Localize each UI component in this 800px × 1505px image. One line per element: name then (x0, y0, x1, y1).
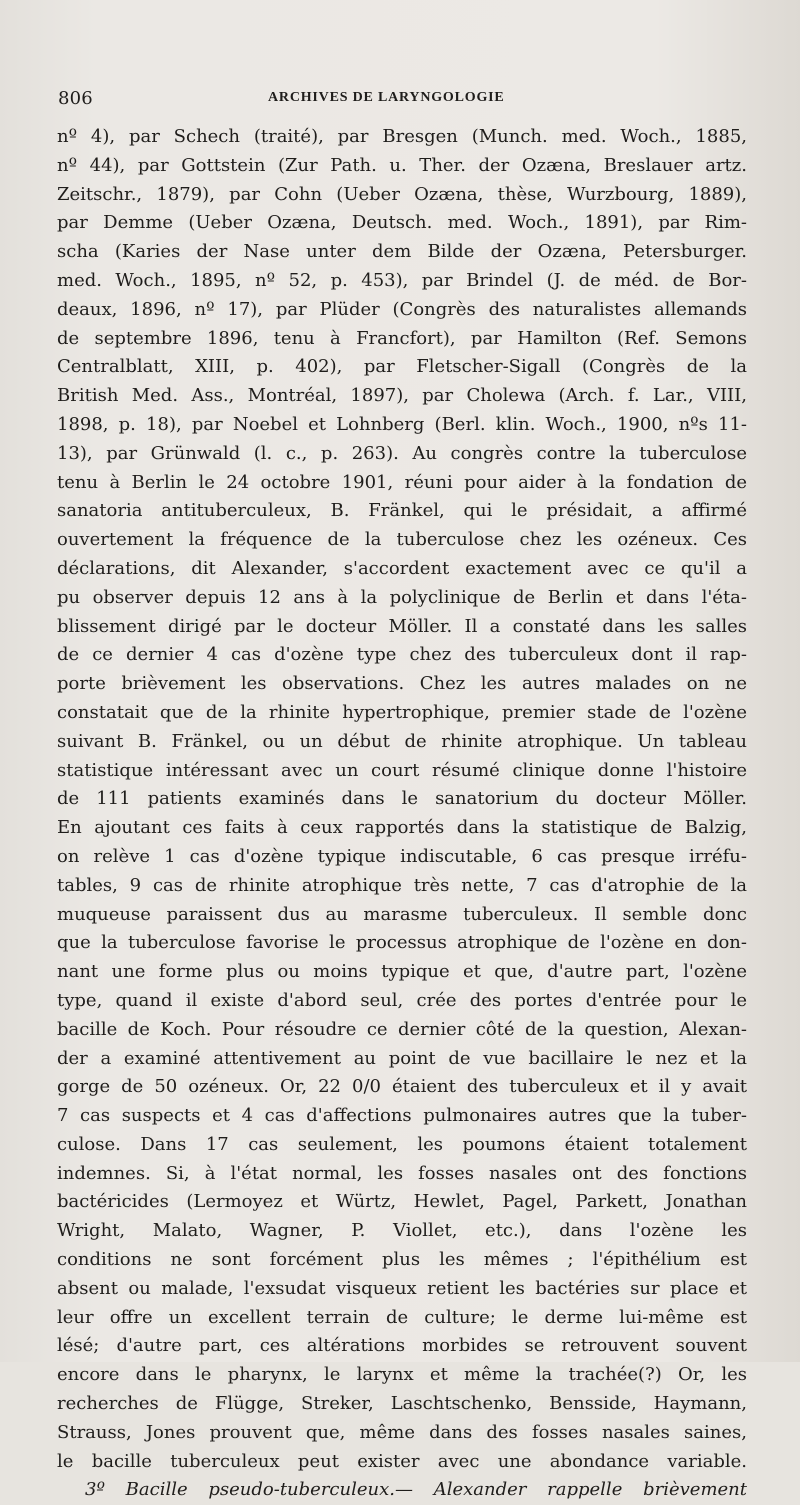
text-line-43: lésé; d'autre part, ces altérations morbides se retrouvent souvent (57, 1335, 747, 1357)
text-line-45: recherches de Flügge, Streker, Laschtschenko, Bensside, Haymann, (57, 1393, 747, 1415)
text-line-42: leur offre un excellent terrain de culture; le derme lui-même est (57, 1306, 747, 1328)
text-line-1: nº 4), par Schech (traité), par Bresgen (Munch. med. Woch., 1885, (57, 126, 747, 147)
text-line-6: med. Woch., 1895, nº 52, p. 453), par Brindel (J. de méd. de Bor- (57, 269, 747, 291)
text-line-29: que la tuberculose favorise le processus atrophique de l'ozène en don- (57, 932, 747, 954)
text-line-46: Strauss, Jones prouvent que, même dans des fosses nasales saines, (57, 1421, 747, 1443)
text-line-28: muqueuse paraissent dus au marasme tuberculeux. Il semble donc (57, 903, 747, 925)
text-line-5: scha (Karies der Nase unter dem Bilde der Ozæna, Petersburger. (57, 241, 747, 263)
text-line-33: der a examiné attentivement au point de vue bacillaire le nez et la (57, 1047, 747, 1069)
page-number: 806 (58, 88, 93, 109)
text-line-30: nant une forme plus ou moins typique et que, d'autre part, l'ozène (57, 961, 747, 983)
running-title: ARCHIVES DE LARYNGOLOGIE (268, 90, 505, 105)
text-line-14: sanatoria antituberculeux, B. Fränkel, qui le présidait, a affirmé (57, 500, 747, 522)
text-line-2: nº 44), par Gottstein (Zur Path. u. Ther. der Ozæna, Breslauer artz. (57, 154, 747, 176)
text-line-19: de ce dernier 4 cas d'ozène type chez des tuberculeux dont il rap- (57, 644, 747, 666)
text-line-7: deaux, 1896, nº 17), par Plüder (Congrès des naturalistes allemands (57, 298, 747, 320)
text-line-22: suivant B. Fränkel, ou un début de rhinite atrophique. Un tableau (57, 730, 747, 752)
text-line-40: conditions ne sont forcément plus les mêmes ; l'épithélium est (57, 1249, 747, 1271)
text-line-11: 1898, p. 18), par Noebel et Lohnberg (Berl. klin. Woch., 1900, nºs 11- (57, 413, 747, 435)
text-line-12: 13), par Grünwald (l. c., p. 263). Au congrès contre la tuberculose (57, 442, 747, 464)
text-line-35: 7 cas suspects et 4 cas d'affections pulmonaires autres que la tuber- (57, 1105, 747, 1127)
text-line-18: blissement dirigé par le docteur Möller. Il a constaté dans les salles (57, 615, 747, 637)
text-line-37: indemnes. Si, à l'état normal, les fosses nasales ont des fonctions (57, 1162, 747, 1184)
text-line-27: tables, 9 cas de rhinite atrophique très nette, 7 cas d'atrophie de la (57, 874, 747, 896)
text-line-48: 3º Bacille pseudo-tuberculeux.— Alexander rappelle brièvement (85, 1479, 747, 1501)
text-line-38: bactéricides (Lermoyez et Würtz, Hewlet, Pagel, Parkett, Jonathan (57, 1191, 747, 1213)
text-line-20: porte brièvement les observations. Chez les autres malades on ne (57, 673, 747, 695)
text-line-34: gorge de 50 ozéneux. Or, 22 0/0 étaient des tuberculeux et il y avait (57, 1076, 747, 1098)
text-line-16: déclarations, dit Alexander, s'accordent exactement avec ce qu'il a (57, 557, 747, 579)
text-line-9: Centralblatt, XIII, p. 402), par Fletscher-Sigall (Congrès de la (57, 356, 747, 378)
text-line-10: British Med. Ass., Montréal, 1897), par Cholewa (Arch. f. Lar., VIII, (57, 385, 747, 407)
text-line-4: par Demme (Ueber Ozæna, Deutsch. med. Woch., 1891), par Rim- (57, 212, 747, 234)
text-line-8: de septembre 1896, tenu à Francfort), par Hamilton (Ref. Semons (57, 327, 747, 349)
text-line-15: ouvertement la fréquence de la tuberculose chez les ozéneux. Ces (57, 529, 747, 551)
text-line-3: Zeitschr., 1879), par Cohn (Ueber Ozæna, thèse, Wurzbourg, 1889), (57, 183, 747, 205)
text-line-25: En ajoutant ces faits à ceux rapportés dans la statistique de Balzig, (57, 817, 747, 839)
text-line-44: encore dans le pharynx, le larynx et même la trachée(?) Or, les (57, 1364, 747, 1386)
text-line-24: de 111 patients examinés dans le sanatorium du docteur Möller. (57, 788, 747, 810)
text-line-21: constatait que de la rhinite hypertrophique, premier stade de l'ozène (57, 701, 747, 723)
text-line-39: Wright, Malato, Wagner, P. Viollet, etc.), dans l'ozène les (57, 1220, 747, 1242)
text-line-23: statistique intéressant avec un court résumé clinique donne l'histoire (57, 759, 747, 781)
page-header (58, 88, 742, 114)
body-text (57, 123, 747, 1505)
text-line-47: le bacille tuberculeux peut exister avec une abondance variable. (57, 1450, 747, 1472)
text-line-41: absent ou malade, l'exsudat visqueux retient les bactéries sur place et (57, 1277, 747, 1299)
text-line-26: on relève 1 cas d'ozène typique indiscutable, 6 cas presque irréfu- (57, 845, 747, 867)
text-line-32: bacille de Koch. Pour résoudre ce dernier côté de la question, Alexan- (57, 1018, 747, 1040)
text-line-13: tenu à Berlin le 24 octobre 1901, réuni pour aider à la fondation de (57, 471, 747, 493)
text-line-17: pu observer depuis 12 ans à la polyclinique de Berlin et dans l'éta- (57, 586, 747, 608)
text-line-36: culose. Dans 17 cas seulement, les poumons étaient totalement (57, 1133, 747, 1155)
text-line-31: type, quand il existe d'abord seul, crée des portes d'entrée pour le (57, 989, 747, 1011)
